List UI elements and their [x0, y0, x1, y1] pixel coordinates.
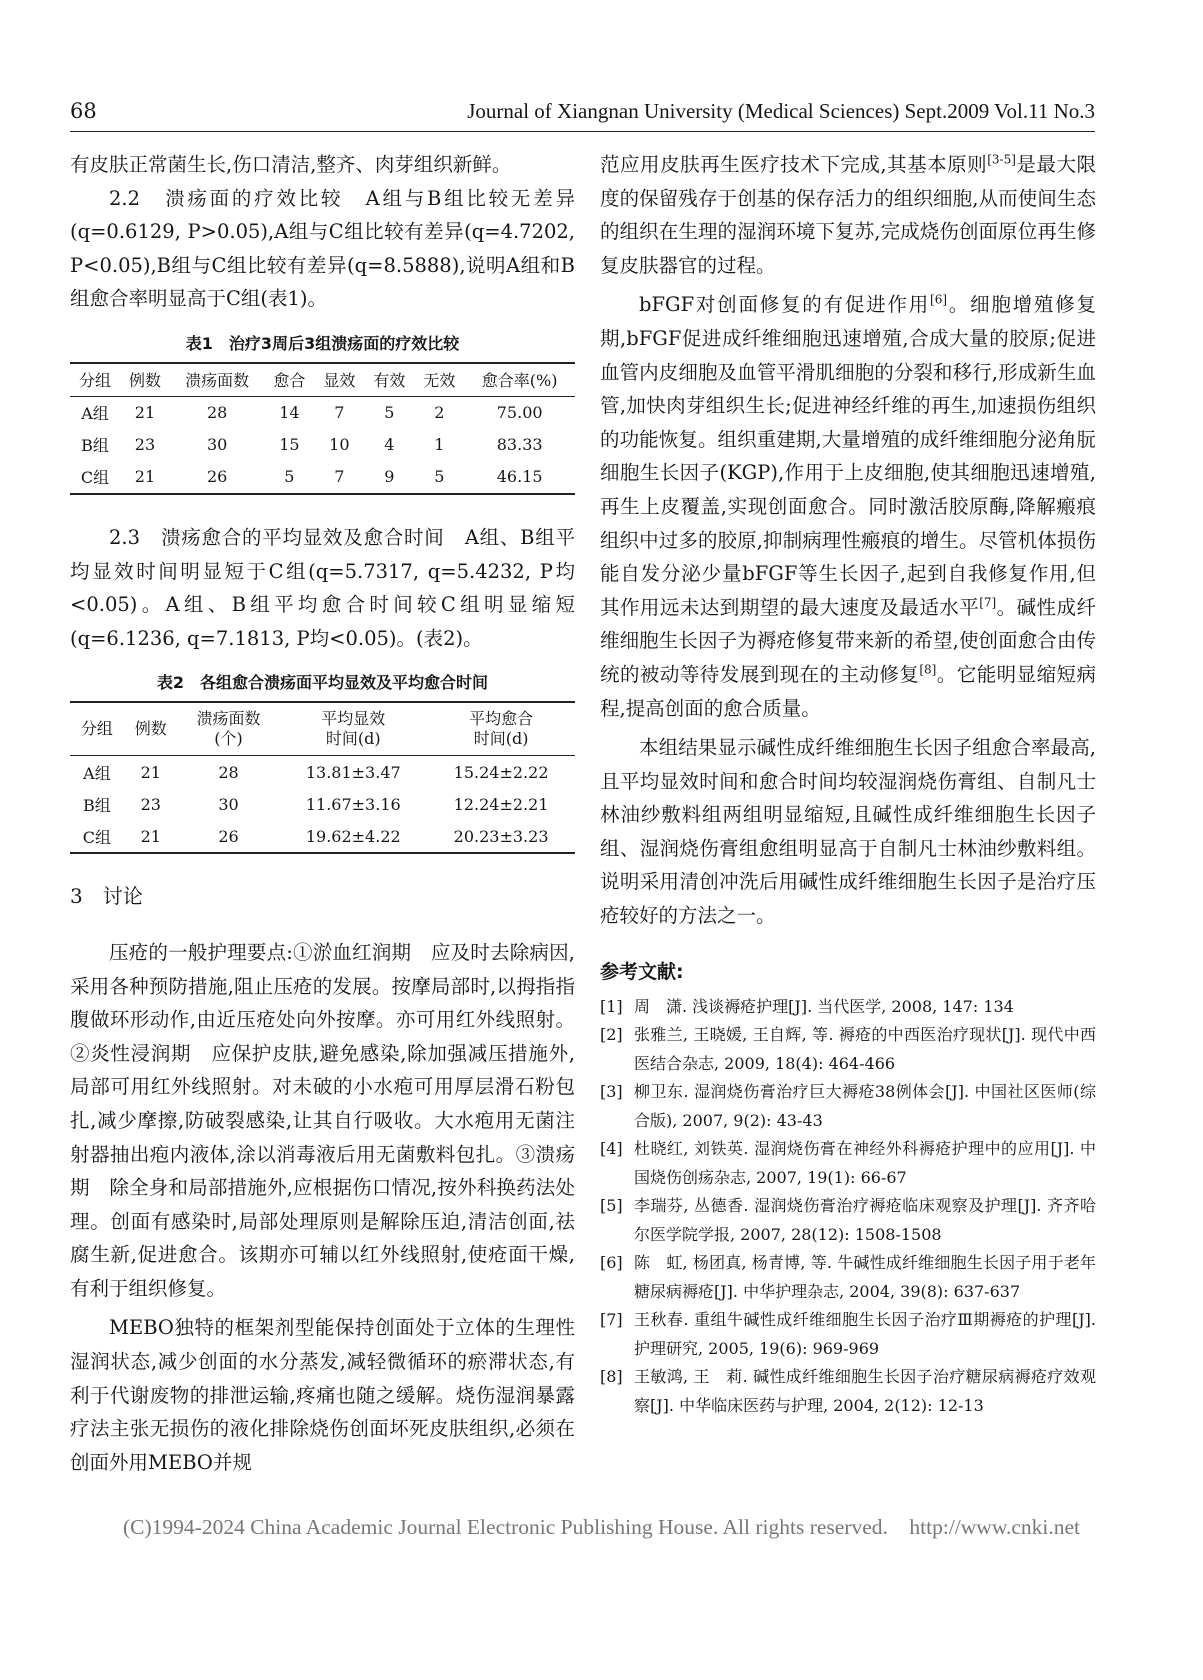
- table-cell: 75.00: [496, 403, 543, 423]
- table-cell: 10: [329, 435, 350, 455]
- table-cell: 5: [384, 403, 395, 423]
- citation: [3-5]: [987, 152, 1016, 167]
- table-cell: A组: [81, 404, 109, 424]
- citation: [6]: [930, 292, 948, 307]
- section-3-heading: 3 讨论: [70, 884, 143, 909]
- text-run: 是最大限度的保留残存于创基的保存活力的组织细胞,从而使间生态的组织在生理的湿润环境下复苏,完成烧伤创面原位再生修复皮肤器官的过程。: [600, 153, 1096, 277]
- table-cell: 46.15: [496, 467, 543, 487]
- reference-text: 陈 虹, 杨团真, 杨青博, 等. 牛碱性成纤维细胞生长因子用于老年糖尿病褥疮[J]. 中华护理杂志, 2004, 39(8): 637-637: [634, 1253, 1096, 1301]
- table-1-header-row: [70, 363, 575, 397]
- table-cell: C组: [80, 468, 110, 488]
- table-row: [70, 820, 575, 853]
- reference-item: [600, 1135, 1096, 1192]
- reference-item: [600, 993, 1096, 1022]
- table-2-header: [178, 702, 280, 756]
- reference-text: 张雅兰, 王晓媛, 王自辉, 等. 褥疮的中西医治疗现状[J]. 现代中西医结合杂志, 2009, 18(4): 464-466: [634, 1025, 1096, 1073]
- table-cell: 83.33: [496, 435, 543, 455]
- section-2-2-text: A组与B组比较无差异(q=0.6129, P>0.05),A组与C组比较有差异(q=4.7202, P<0.05),B组与C组比较有差异(q=8.5888),说明A组和B组愈合率明显高于C组(表1)。: [70, 186, 575, 311]
- discussion-paragraph-1: 压疮的一般护理要点:①淤血红润期 应及时去除病因,采用各种预防措施,阻止压疮的发展。按摩局部时,以拇指指腹做环形动作,由近压疮处向外按摩。亦可用红外线照射。②炎性浸润期 应保护皮肤,避免感染,除加强减压措施外,局部可用红外线照射。对未破的小水疱可用厚层滑石粉包扎,减少摩擦,防破裂感染,让其自行吸收。大水疱用无菌注射器抽出疱内液体,涂以消毒液后用无菌敷料包扎。③溃疡期 除全身和局部措施外,应根据伤口情况,按外科换药法处理。创面有感染时,局部处理原则是解除压迫,清洁创面,祛腐生新,促进愈合。该期亦可辅以红外线照射,使疮面干燥,有利于组织修复。: [70, 940, 575, 1300]
- table-cell: A组: [83, 763, 111, 783]
- reference-item: [600, 1192, 1096, 1249]
- left-column: [70, 148, 575, 1479]
- reference-number: [5]: [600, 1196, 623, 1216]
- citation: [7]: [979, 595, 997, 610]
- reference-item: [600, 1021, 1096, 1078]
- table-cell: 30: [218, 794, 239, 814]
- table-cell: B组: [83, 795, 111, 815]
- right-paragraph-1: [600, 148, 1096, 282]
- table-1-header: 显效: [314, 363, 364, 397]
- table-cell: 21: [140, 826, 161, 846]
- text-run: 范应用皮肤再生医疗技术下完成,其基本原则: [600, 153, 988, 176]
- table-cell: C组: [82, 827, 112, 847]
- table-2: [70, 701, 575, 854]
- right-paragraph-3: 本组结果显示碱性成纤维细胞生长因子组愈合率最高,且平均显效时间和愈合时间均较湿润烧伤膏组、自制凡士林油纱敷料组两组明显缩短,且碱性成纤维细胞生长因子组、湿润烧伤膏组愈组明显高于自制凡士林油纱敷料组。说明采用清创冲洗后用碱性成纤维细胞生长因子是治疗压疮较好的方法之一。: [600, 736, 1096, 928]
- header-line: 分组: [80, 719, 113, 739]
- table-cell: 28: [218, 762, 239, 782]
- journal-title: Journal of Xiangnan University (Medical Sciences) Sept.2009 Vol.11 No.3: [467, 99, 1095, 123]
- text-run: 。它能明显缩短病程,提高创面的愈合质量。: [600, 662, 1096, 720]
- table-cell: 5: [284, 467, 295, 487]
- paragraph-continued: 有皮肤正常菌生长,伤口清洁,整齐、肉芽组织新鲜。: [70, 153, 512, 176]
- table-cell: 26: [206, 467, 228, 487]
- header-line: 平均显效: [321, 709, 386, 729]
- table-1-header: 分组: [70, 363, 120, 397]
- table-2-header: [427, 702, 575, 756]
- reference-text: 王秋春. 重组牛碱性成纤维细胞生长因子治疗Ⅲ期褥疮的护理[J]. 护理研究, 2005, 19(6): 969-969: [634, 1310, 1096, 1358]
- table-cell: 15.24±2.22: [453, 762, 549, 782]
- table-2-header: [70, 702, 124, 756]
- table-1-header: 愈合率(%): [464, 363, 575, 397]
- page-number: 68: [70, 99, 97, 123]
- citation: [8]: [919, 662, 937, 677]
- table-cell: 15: [279, 435, 300, 455]
- text-run: bFGF对创面修复的有促进作用: [639, 293, 931, 317]
- reference-number: [3]: [600, 1082, 623, 1102]
- table-cell: 21: [134, 467, 156, 487]
- table-cell: 9: [384, 467, 395, 487]
- text-run: 。碱性成纤维细胞生长因子为褥疮修复带来新的希望,使创面愈合由传统的被动等待发展到现在的主动修复: [600, 595, 1096, 686]
- table-cell: 23: [140, 794, 161, 814]
- table-cell: 5: [434, 467, 445, 487]
- header-rule: [70, 131, 1095, 132]
- reference-list: [600, 993, 1096, 1421]
- table-2-header: [279, 702, 427, 756]
- table-1: [70, 362, 575, 495]
- table-cell: 26: [218, 826, 239, 846]
- references-heading: 参考文献:: [600, 960, 684, 983]
- header-line: 平均愈合: [469, 709, 534, 729]
- header-line: 例数: [134, 719, 167, 739]
- table-2-caption: 表2 各组愈合溃疡面平均显效及平均愈合时间: [156, 673, 489, 693]
- reference-item: [600, 1306, 1096, 1363]
- header-line: 溃疡面数: [196, 709, 261, 729]
- table-cell: 21: [134, 403, 156, 423]
- table-cell: 12.24±2.21: [453, 794, 549, 814]
- table-cell: 7: [334, 403, 345, 423]
- reference-text: 柳卫东. 湿润烧伤膏治疗巨大褥疮38例体会[J]. 中国社区医师(综合版), 2007, 9(2): 43-43: [634, 1082, 1096, 1130]
- table-cell: 19.62±4.22: [305, 826, 401, 846]
- reference-number: [1]: [600, 996, 623, 1016]
- reference-item: [600, 1363, 1096, 1420]
- table-1-header: 溃疡面数: [170, 363, 264, 397]
- table-cell: 28: [206, 403, 228, 423]
- reference-number: [8]: [600, 1367, 623, 1387]
- section-2-3: [70, 521, 575, 655]
- reference-number: [6]: [600, 1253, 623, 1273]
- table-row: [70, 461, 575, 494]
- table-cell: 1: [434, 435, 445, 455]
- table-cell: 21: [140, 762, 161, 782]
- table-1-header: 无效: [414, 363, 464, 397]
- table-cell: 23: [134, 435, 156, 455]
- table-row: [70, 788, 575, 820]
- text-run: 。细胞增殖修复期,bFGF促进成纤维细胞迅速增殖,合成大量的胶原;促进血管内皮细胞及血管平滑肌细胞的分裂和移行,形成新生血管,加快肉芽组织生长;促进神经纤维的再生,加速损伤组织的功能恢复。组织重建期,大量增殖的成纤维细胞分泌角朊细胞生长因子(KGP),作用于上皮细胞,使其细胞迅速增殖,再生上皮覆盖,实现创面愈合。同时激活胶原酶,降解瘢痕组织中过多的胶原,抑制病理性瘢痕的增生。尽管机体损伤能自发分泌少量bFGF等生长因子,起到自我修复作用,但其作用远未达到期望的最大速度及最适水平: [600, 293, 1096, 619]
- right-paragraph-2: [600, 288, 1096, 725]
- table-row: [70, 429, 575, 461]
- table-cell: 20.23±3.23: [453, 826, 549, 846]
- table-cell: 30: [206, 435, 228, 455]
- reference-text: 王敏鸿, 王 莉. 碱性成纤维细胞生长因子治疗糖尿病褥疮疗效观察[J]. 中华临床医药与护理, 2004, 2(12): 12-13: [634, 1367, 1096, 1415]
- reference-text: 周 潇. 浅谈褥疮护理[J]. 当代医学, 2008, 147: 134: [634, 996, 1014, 1016]
- table-cell: 14: [279, 403, 300, 423]
- table-cell: 2: [434, 403, 445, 423]
- reference-text: 李瑞芬, 丛德香. 湿润烧伤膏治疗褥疮临床观察及护理[J]. 齐齐哈尔医学院学报, 2007, 28(12): 1508-1508: [634, 1196, 1096, 1244]
- section-2-3-heading: 2.3 溃疡愈合的平均显效及愈合时间: [109, 525, 445, 549]
- section-2-2: [70, 182, 575, 316]
- table-1-header: 例数: [120, 363, 170, 397]
- discussion-paragraph-2: MEBO独特的框架剂型能保持创面处于立体的生理性湿润状态,减少创面的水分蒸发,减轻微循环的瘀滞状态,有利于代谢废物的排泄运输,疼痛也随之缓解。烧伤湿润暴露疗法主张无损伤的液化排除烧伤创面坏死皮肤组织,必须在创面外用MEBO并规: [70, 1316, 575, 1474]
- table-row: [70, 756, 575, 789]
- reference-item: [600, 1078, 1096, 1135]
- section-2-2-heading: 2.2 溃疡面的疗效比较: [109, 186, 344, 210]
- header-line: (个): [214, 729, 243, 749]
- copyright-footer: (C)1994-2024 China Academic Journal Electronic Publishing House. All rights reserved. http://www.cnki.net: [123, 1515, 1080, 1539]
- table-cell: 13.81±3.47: [305, 762, 401, 782]
- reference-number: [4]: [600, 1139, 623, 1159]
- reference-number: [7]: [600, 1310, 623, 1330]
- table-1-header: 愈合: [264, 363, 314, 397]
- table-2-header-row: [70, 702, 575, 756]
- table-row: [70, 396, 575, 429]
- reference-number: [2]: [600, 1025, 623, 1045]
- table-1-caption: 表1 治疗3周后3组溃疡面的疗效比较: [185, 333, 460, 353]
- table-cell: B组: [81, 436, 109, 456]
- page-header: [70, 96, 1095, 126]
- header-line: 时间(d): [325, 729, 381, 749]
- table-2-header: [124, 702, 178, 756]
- table-1-header: 有效: [364, 363, 414, 397]
- table-cell: 7: [334, 467, 345, 487]
- section-2-3-text: A组、B组平均显效时间明显短于C组(q=5.7317, q=5.4232, P均<0.05)。A组、B组平均愈合时间较C组明显缩短(q=6.1236, q=7.1813, P均<0.05)。(表2)。: [70, 525, 575, 650]
- reference-item: [600, 1249, 1096, 1306]
- table-cell: 4: [384, 435, 395, 455]
- reference-text: 杜晓红, 刘铁英. 湿润烧伤膏在神经外科褥疮护理中的应用[J]. 中国烧伤创疡杂志, 2007, 19(1): 66-67: [634, 1139, 1096, 1187]
- header-line: 时间(d): [473, 729, 529, 749]
- right-column: [600, 148, 1096, 1420]
- table-cell: 11.67±3.16: [305, 794, 401, 814]
